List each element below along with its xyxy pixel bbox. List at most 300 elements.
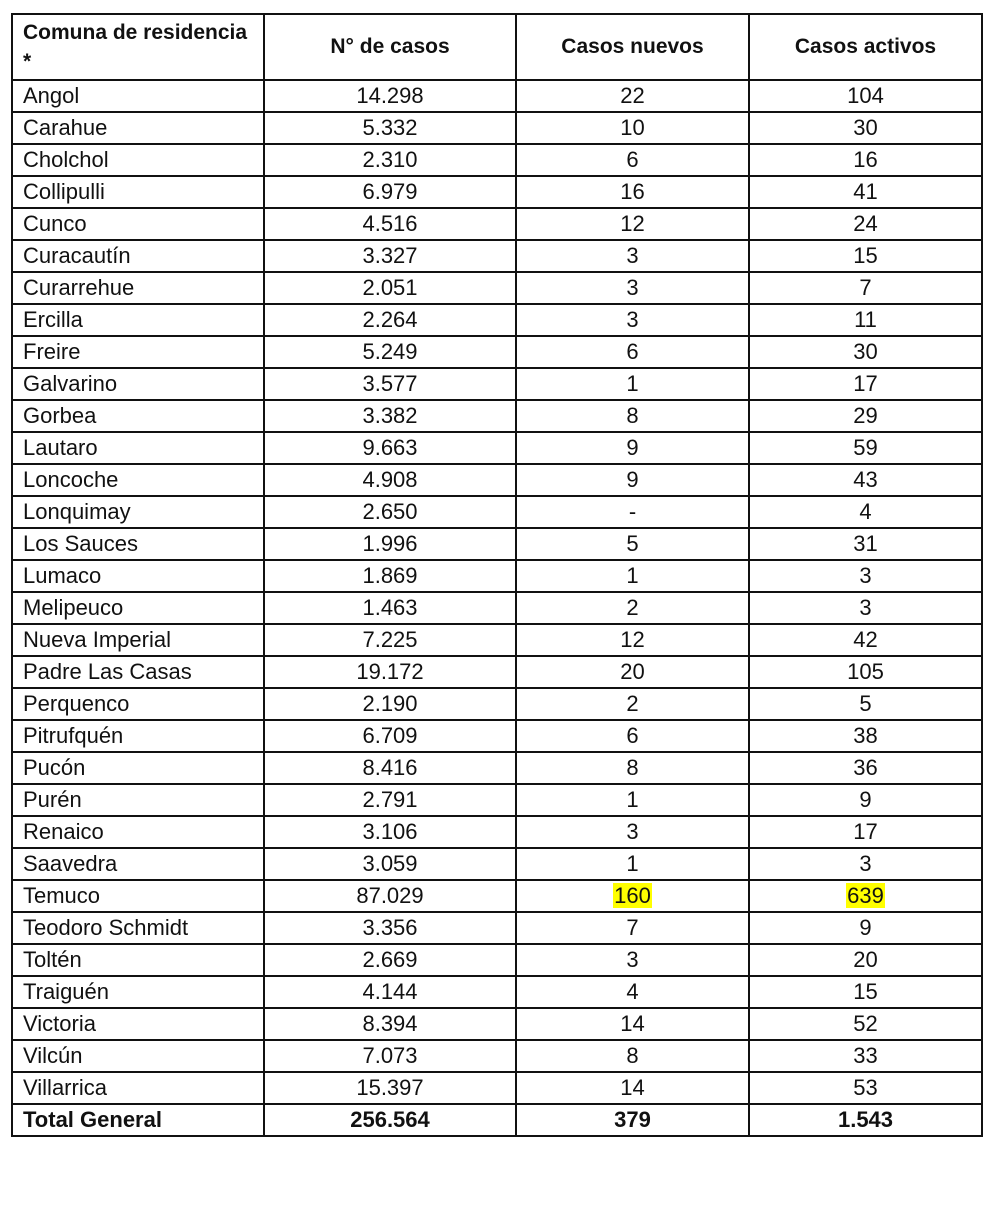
- cell-casos-activos: [749, 688, 982, 720]
- value-comuna: Curarrehue: [23, 275, 135, 300]
- value-comuna: Gorbea: [23, 403, 97, 428]
- value-nuevos: 1: [626, 371, 639, 396]
- value-casos: 1.869: [362, 563, 418, 588]
- cell-comuna: [12, 240, 264, 272]
- cell-casos-nuevos: [516, 240, 749, 272]
- cell-num-casos: [264, 720, 516, 752]
- cell-comuna: [12, 176, 264, 208]
- value-activos: 41: [853, 179, 878, 204]
- value-nuevos: 14: [620, 1011, 645, 1036]
- value-nuevos: 6: [626, 723, 639, 748]
- value-activos: 30: [853, 115, 878, 140]
- value-comuna: Villarrica: [23, 1075, 107, 1100]
- cell-casos-nuevos: [516, 112, 749, 144]
- value-comuna: Toltén: [23, 947, 82, 972]
- cell-casos-nuevos: [516, 720, 749, 752]
- table-row: [12, 1040, 982, 1072]
- cell-num-casos: [264, 240, 516, 272]
- cell-num-casos: [264, 784, 516, 816]
- cell-casos-activos: [749, 528, 982, 560]
- table-row: [12, 816, 982, 848]
- value-activos: 9: [859, 915, 872, 940]
- value-activos: 59: [853, 435, 878, 460]
- value-nuevos: 8: [626, 1043, 639, 1068]
- cell-casos-activos: [749, 624, 982, 656]
- value-activos: 20: [853, 947, 878, 972]
- table-row: [12, 880, 982, 912]
- cell-casos-activos: [749, 336, 982, 368]
- value-comuna: Lumaco: [23, 563, 102, 588]
- cell-casos-activos: [749, 880, 982, 912]
- cell-casos-nuevos: [516, 1008, 749, 1040]
- cell-comuna: [12, 400, 264, 432]
- cell-num-casos: [264, 1104, 516, 1136]
- cell-casos-activos: [749, 144, 982, 176]
- cell-comuna: [12, 1008, 264, 1040]
- cell-casos-nuevos: [516, 1040, 749, 1072]
- cell-num-casos: [264, 432, 516, 464]
- value-casos: 2.791: [362, 787, 418, 812]
- value-nuevos: 12: [620, 211, 645, 236]
- cell-num-casos: [264, 1072, 516, 1104]
- value-activos: 3: [859, 563, 872, 588]
- cell-casos-activos: [749, 240, 982, 272]
- value-nuevos: 3: [626, 819, 639, 844]
- cell-casos-nuevos: [516, 528, 749, 560]
- value-activos: 33: [853, 1043, 878, 1068]
- table-row: [12, 272, 982, 304]
- value-activos: 4: [859, 499, 872, 524]
- value-activos: 7: [859, 275, 872, 300]
- table-row: [12, 1072, 982, 1104]
- cell-casos-activos: [749, 176, 982, 208]
- value-comuna: Victoria: [23, 1011, 96, 1036]
- value-casos: 5.332: [362, 115, 418, 140]
- cell-casos-nuevos: [516, 656, 749, 688]
- cell-casos-nuevos: [516, 432, 749, 464]
- value-activos: 16: [853, 147, 878, 172]
- value-comuna: Vilcún: [23, 1043, 83, 1068]
- cell-num-casos: [264, 592, 516, 624]
- value-activos: 38: [853, 723, 878, 748]
- value-comuna: Cunco: [23, 211, 87, 236]
- table-row: [12, 688, 982, 720]
- value-activos: 42: [853, 627, 878, 652]
- cell-comuna: [12, 528, 264, 560]
- cell-num-casos: [264, 272, 516, 304]
- cell-casos-nuevos: [516, 752, 749, 784]
- cell-casos-nuevos: [516, 496, 749, 528]
- value-casos: 19.172: [356, 659, 424, 684]
- table-row: [12, 592, 982, 624]
- cell-comuna: [12, 592, 264, 624]
- cell-casos-activos: [749, 1008, 982, 1040]
- cell-comuna: [12, 1072, 264, 1104]
- cell-comuna: [12, 208, 264, 240]
- table-body: [12, 80, 982, 1136]
- cell-num-casos: [264, 1040, 516, 1072]
- cell-casos-nuevos: [516, 976, 749, 1008]
- table-row: [12, 144, 982, 176]
- value-activos: 31: [853, 531, 878, 556]
- table-row: [12, 336, 982, 368]
- value-casos: 14.298: [356, 83, 424, 108]
- cell-num-casos: [264, 880, 516, 912]
- table-row: [12, 624, 982, 656]
- value-activos: 30: [853, 339, 878, 364]
- cell-casos-activos: [749, 368, 982, 400]
- cell-casos-activos: [749, 752, 982, 784]
- table-row: [12, 496, 982, 528]
- value-casos: 7.073: [362, 1043, 418, 1068]
- table-row: [12, 208, 982, 240]
- cell-comuna: [12, 688, 264, 720]
- value-nuevos: 7: [626, 915, 639, 940]
- cell-comuna: [12, 912, 264, 944]
- cell-casos-nuevos: [516, 304, 749, 336]
- cell-casos-activos: [749, 656, 982, 688]
- cell-comuna: [12, 304, 264, 336]
- value-casos: 6.979: [362, 179, 418, 204]
- cell-casos-activos: [749, 400, 982, 432]
- cell-num-casos: [264, 656, 516, 688]
- value-nuevos: 12: [620, 627, 645, 652]
- value-casos: 7.225: [362, 627, 418, 652]
- value-comuna: Renaico: [23, 819, 104, 844]
- cell-casos-nuevos: [516, 880, 749, 912]
- cell-casos-activos: [749, 272, 982, 304]
- value-nuevos: 9: [626, 467, 639, 492]
- cell-num-casos: [264, 144, 516, 176]
- table-row: [12, 976, 982, 1008]
- value-casos: 15.397: [356, 1075, 424, 1100]
- value-activos: 3: [859, 595, 872, 620]
- value-nuevos: 2: [626, 595, 639, 620]
- cell-casos-nuevos: [516, 80, 749, 112]
- table-row: [12, 432, 982, 464]
- value-comuna: Pitrufquén: [23, 723, 124, 748]
- value-activos: 1.543: [837, 1107, 894, 1132]
- table-row: [12, 528, 982, 560]
- value-nuevos: -: [628, 499, 637, 524]
- value-casos: 2.190: [362, 691, 418, 716]
- cell-comuna: [12, 624, 264, 656]
- value-casos: 3.106: [362, 819, 418, 844]
- value-casos: 4.516: [362, 211, 418, 236]
- cell-num-casos: [264, 112, 516, 144]
- value-activos: 53: [853, 1075, 878, 1100]
- value-activos: 29: [853, 403, 878, 428]
- cell-comuna: [12, 880, 264, 912]
- value-casos: 87.029: [356, 883, 424, 908]
- cell-num-casos: [264, 176, 516, 208]
- value-casos: 3.382: [362, 403, 418, 428]
- cell-casos-nuevos: [516, 208, 749, 240]
- value-casos: 3.327: [362, 243, 418, 268]
- value-comuna: Lonquimay: [23, 499, 131, 524]
- cell-comuna: [12, 144, 264, 176]
- cell-num-casos: [264, 944, 516, 976]
- value-nuevos: 14: [620, 1075, 645, 1100]
- cell-casos-activos: [749, 720, 982, 752]
- cell-comuna: [12, 816, 264, 848]
- value-nuevos: 16: [620, 179, 645, 204]
- cell-comuna: [12, 720, 264, 752]
- value-nuevos: 22: [620, 83, 645, 108]
- value-activos: 43: [853, 467, 878, 492]
- cell-casos-activos: [749, 848, 982, 880]
- value-activos: 11: [854, 307, 877, 332]
- cell-comuna: [12, 336, 264, 368]
- value-comuna: Cholchol: [23, 147, 109, 172]
- table-row: [12, 560, 982, 592]
- cell-comuna: [12, 272, 264, 304]
- value-comuna: Ercilla: [23, 307, 83, 332]
- cell-num-casos: [264, 400, 516, 432]
- value-comuna: Padre Las Casas: [23, 659, 192, 684]
- value-comuna: Galvarino: [23, 371, 118, 396]
- value-nuevos: 8: [626, 755, 639, 780]
- cell-num-casos: [264, 1008, 516, 1040]
- highlighted-value-activos: 639: [847, 883, 884, 908]
- cell-num-casos: [264, 464, 516, 496]
- table-header-row: [12, 14, 982, 80]
- table-row: [12, 80, 982, 112]
- cell-num-casos: [264, 368, 516, 400]
- cell-num-casos: [264, 304, 516, 336]
- cell-casos-activos: [749, 560, 982, 592]
- cell-casos-activos: [749, 1072, 982, 1104]
- value-nuevos: 3: [626, 275, 639, 300]
- cell-num-casos: [264, 336, 516, 368]
- cell-comuna: [12, 432, 264, 464]
- cell-casos-nuevos: [516, 1072, 749, 1104]
- table-row: [12, 720, 982, 752]
- cell-comuna: [12, 112, 264, 144]
- value-casos: 2.310: [362, 147, 418, 172]
- cell-num-casos: [264, 496, 516, 528]
- cell-num-casos: [264, 976, 516, 1008]
- table-row: [12, 848, 982, 880]
- value-casos: 2.650: [362, 499, 418, 524]
- value-casos: 8.394: [362, 1011, 418, 1036]
- value-activos: 15: [853, 243, 878, 268]
- cell-num-casos: [264, 624, 516, 656]
- value-comuna: Curacautín: [23, 243, 131, 268]
- value-casos: 2.264: [362, 307, 418, 332]
- table-row: [12, 304, 982, 336]
- cell-casos-activos: [749, 1040, 982, 1072]
- cell-casos-activos: [749, 592, 982, 624]
- cell-num-casos: [264, 528, 516, 560]
- cell-comuna: [12, 752, 264, 784]
- cell-casos-activos: [749, 944, 982, 976]
- value-nuevos: 9: [626, 435, 639, 460]
- table-row: [12, 944, 982, 976]
- cell-num-casos: [264, 688, 516, 720]
- cell-num-casos: [264, 208, 516, 240]
- cell-num-casos: [264, 560, 516, 592]
- cell-comuna: [12, 1040, 264, 1072]
- cell-casos-activos: [749, 976, 982, 1008]
- value-comuna: Loncoche: [23, 467, 119, 492]
- value-comuna: Pucón: [23, 755, 86, 780]
- table-row: [12, 1008, 982, 1040]
- table-row: [12, 912, 982, 944]
- value-casos: 3.059: [362, 851, 418, 876]
- value-nuevos: 6: [626, 147, 639, 172]
- cell-casos-nuevos: [516, 464, 749, 496]
- header-num-casos: N° de casos: [264, 14, 516, 80]
- cell-casos-nuevos: [516, 848, 749, 880]
- cell-casos-nuevos: [516, 368, 749, 400]
- value-nuevos: 379: [614, 1107, 651, 1132]
- value-activos: 36: [853, 755, 878, 780]
- value-comuna: Traiguén: [23, 979, 110, 1004]
- value-nuevos: 5: [626, 531, 639, 556]
- value-comuna: Teodoro Schmidt: [23, 915, 189, 940]
- value-comuna: Freire: [23, 339, 81, 364]
- table-row: [12, 368, 982, 400]
- value-comuna: Melipeuco: [23, 595, 124, 620]
- cell-casos-activos: [749, 304, 982, 336]
- header-casos-nuevos: Casos nuevos: [516, 14, 749, 80]
- value-nuevos: 3: [626, 947, 639, 972]
- cell-num-casos: [264, 912, 516, 944]
- value-comuna: Total General: [23, 1107, 162, 1132]
- cell-casos-activos: [749, 496, 982, 528]
- cell-casos-nuevos: [516, 944, 749, 976]
- value-comuna: Temuco: [23, 883, 101, 908]
- value-activos: 3: [859, 851, 872, 876]
- value-casos: 3.356: [362, 915, 418, 940]
- value-casos: 1.996: [362, 531, 418, 556]
- table-row: [12, 176, 982, 208]
- cell-casos-nuevos: [516, 912, 749, 944]
- cell-comuna: [12, 976, 264, 1008]
- value-nuevos: 3: [626, 243, 639, 268]
- value-casos: 8.416: [362, 755, 418, 780]
- value-nuevos: 2: [626, 691, 639, 716]
- cell-comuna: [12, 560, 264, 592]
- value-nuevos: 8: [626, 403, 639, 428]
- value-nuevos: 20: [620, 659, 645, 684]
- value-activos: 104: [847, 83, 884, 108]
- table-row: [12, 656, 982, 688]
- value-activos: 15: [853, 979, 878, 1004]
- cell-casos-activos: [749, 80, 982, 112]
- value-nuevos: 10: [620, 115, 645, 140]
- cell-comuna: [12, 656, 264, 688]
- cell-casos-nuevos: [516, 1104, 749, 1136]
- value-casos: 3.577: [362, 371, 418, 396]
- value-activos: 52: [853, 1011, 878, 1036]
- cell-casos-activos: [749, 1104, 982, 1136]
- value-comuna: Collipulli: [23, 179, 105, 204]
- header-casos-activos: Casos activos: [749, 14, 982, 80]
- value-comuna: Carahue: [23, 115, 108, 140]
- cell-casos-nuevos: [516, 400, 749, 432]
- value-casos: 4.144: [362, 979, 418, 1004]
- cell-casos-activos: [749, 432, 982, 464]
- value-nuevos: 4: [626, 979, 639, 1004]
- cell-comuna: [12, 80, 264, 112]
- table-row: [12, 464, 982, 496]
- value-nuevos: 3: [626, 307, 639, 332]
- table-total-row: [12, 1104, 982, 1136]
- table-row: [12, 400, 982, 432]
- cell-casos-activos: [749, 816, 982, 848]
- value-comuna: Saavedra: [23, 851, 118, 876]
- cell-casos-nuevos: [516, 592, 749, 624]
- value-activos: 5: [859, 691, 872, 716]
- table-row: [12, 752, 982, 784]
- cell-num-casos: [264, 816, 516, 848]
- cell-num-casos: [264, 80, 516, 112]
- value-nuevos: 1: [626, 563, 639, 588]
- covid-cases-by-commune-table: [11, 13, 983, 1137]
- value-casos: 2.669: [362, 947, 418, 972]
- cell-casos-activos: [749, 208, 982, 240]
- value-casos: 2.051: [362, 275, 418, 300]
- cell-comuna: [12, 1104, 264, 1136]
- value-activos: 9: [859, 787, 872, 812]
- cell-casos-nuevos: [516, 688, 749, 720]
- value-comuna: Purén: [23, 787, 82, 812]
- value-comuna: Los Sauces: [23, 531, 138, 556]
- value-casos: 5.249: [362, 339, 418, 364]
- value-casos: 1.463: [362, 595, 418, 620]
- cell-comuna: [12, 496, 264, 528]
- value-comuna: Angol: [23, 83, 80, 108]
- value-comuna: Perquenco: [23, 691, 130, 716]
- cell-comuna: [12, 848, 264, 880]
- cell-comuna: [12, 368, 264, 400]
- cell-casos-nuevos: [516, 272, 749, 304]
- cell-casos-nuevos: [516, 624, 749, 656]
- cell-num-casos: [264, 752, 516, 784]
- table-row: [12, 112, 982, 144]
- cell-casos-nuevos: [516, 176, 749, 208]
- value-casos: 4.908: [362, 467, 418, 492]
- cell-num-casos: [264, 848, 516, 880]
- value-casos: 256.564: [350, 1107, 430, 1132]
- cell-casos-activos: [749, 784, 982, 816]
- cell-casos-nuevos: [516, 784, 749, 816]
- header-comuna: Comuna de residencia *: [12, 14, 264, 80]
- value-activos: 17: [853, 819, 878, 844]
- table-row: [12, 240, 982, 272]
- value-casos: 9.663: [362, 435, 418, 460]
- highlighted-value-nuevos: 160: [614, 883, 651, 908]
- value-nuevos: 6: [626, 339, 639, 364]
- cell-casos-nuevos: [516, 144, 749, 176]
- cell-comuna: [12, 784, 264, 816]
- value-nuevos: 1: [626, 787, 639, 812]
- cell-casos-activos: [749, 112, 982, 144]
- value-activos: 105: [847, 659, 884, 684]
- value-nuevos: 1: [626, 851, 639, 876]
- value-casos: 6.709: [362, 723, 418, 748]
- value-comuna: Nueva Imperial: [23, 627, 171, 652]
- value-activos: 17: [853, 371, 878, 396]
- cell-comuna: [12, 464, 264, 496]
- table-row: [12, 784, 982, 816]
- value-activos: 24: [853, 211, 878, 236]
- cell-casos-nuevos: [516, 560, 749, 592]
- cell-casos-nuevos: [516, 336, 749, 368]
- cell-casos-activos: [749, 464, 982, 496]
